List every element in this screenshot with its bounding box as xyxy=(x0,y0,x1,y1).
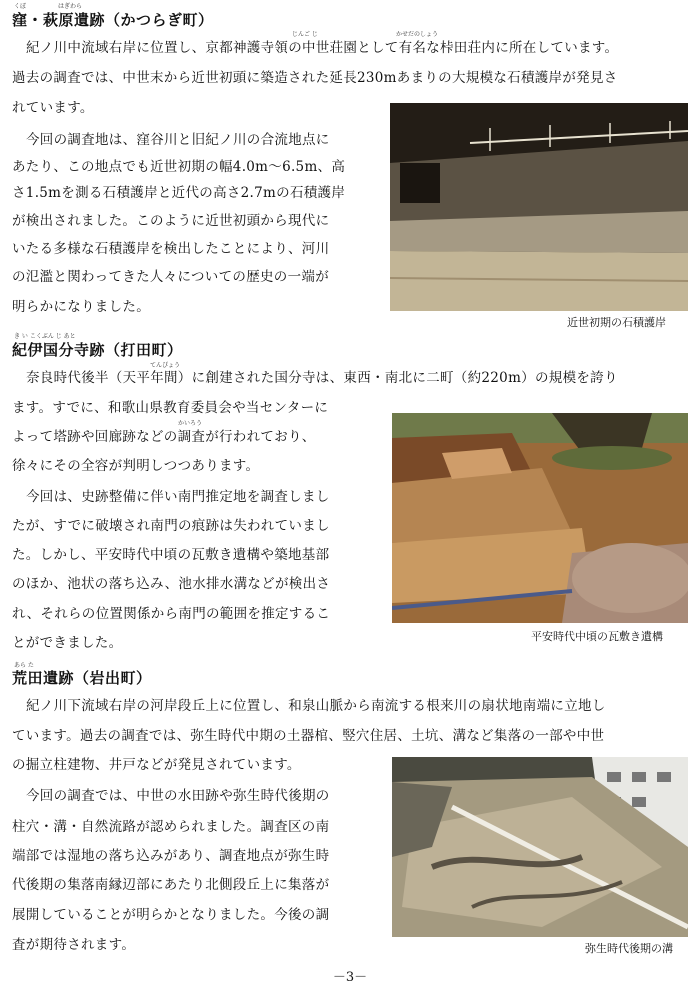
ruby-hagiwara: はぎわら xyxy=(58,3,83,10)
body-line: た。しかし、平安時代中頃の瓦敷き遺構や築地基部 xyxy=(12,547,330,563)
photo-stone-revetment xyxy=(390,103,688,311)
body-line: 代後期の集落南縁辺部にあたり北側段丘上に集落が xyxy=(12,877,330,893)
body-line: いたる多様な石積護岸を検出したことにより、河川 xyxy=(12,241,330,257)
body-line: の氾濫と関わってきた人々についての歴史の一端が xyxy=(12,269,329,285)
body-line: 今回の調査地は、窪谷川と旧紀ノ川の合流地点に xyxy=(26,132,330,148)
body-line: 今回は、史跡整備に伴い南門推定地を調査しまし xyxy=(26,489,330,505)
body-line: さ1.5mを測る石積護岸と近代の高さ2.7mの石積護岸 xyxy=(12,185,346,201)
body-line: れています。 xyxy=(12,100,94,116)
section-heading-arata: 荒田遺跡（岩出町） xyxy=(12,669,152,687)
ruby-arata: あら た xyxy=(14,662,34,669)
body-line: とができました。 xyxy=(12,635,123,651)
body-line: 端部では湿地の落ち込みがあり、調査地点が弥生時 xyxy=(12,848,330,864)
body-line: 紀ノ川下流域右岸の河岸段丘上に位置し、和泉山脈から南流する根来川の扇状地南端に立地し xyxy=(26,698,606,714)
photo-tile-paving xyxy=(392,413,688,623)
body-line: 柱穴・溝・自然流路が認められました。調査区の南 xyxy=(12,819,330,835)
ruby-kairo: かいろう xyxy=(178,420,203,427)
ruby-kaseda: かせだのしょう xyxy=(396,31,439,38)
ruby-kii-kokubunji: き い こくぶん じ あと xyxy=(14,333,76,340)
photo-caption: 近世初期の石積護岸 xyxy=(567,316,666,329)
ruby-jingoji: じんご じ xyxy=(292,31,318,38)
stone-revetment-illustration xyxy=(390,103,688,311)
section-heading-kubo-hagiwara: 窪・萩原遺跡（かつらぎ町） xyxy=(12,11,214,29)
photo-yayoi-ditch xyxy=(392,757,688,937)
ruby-tenpyo: てんぴょう xyxy=(150,362,181,369)
yayoi-ditch-illustration xyxy=(392,757,688,937)
body-line: が検出されました。このように近世初頭から現代に xyxy=(12,213,330,229)
body-line: の掘立柱建物、井戸などが発見されています。 xyxy=(12,757,301,773)
body-line: 徐々にその全容が判明しつつあります。 xyxy=(12,458,260,474)
body-line: のほか、池状の落ち込み、池水排水溝などが検出さ xyxy=(12,576,331,592)
body-line: あたり、この地点でも近世初期の幅4.0m～6.5m、高 xyxy=(12,159,346,175)
body-line: ます。すでに、和歌山県教育委員会や当センターに xyxy=(12,400,329,416)
body-line: 明らかになりました。 xyxy=(12,299,150,315)
page-number: －3－ xyxy=(332,970,368,985)
body-line: 紀ノ川中流域右岸に位置し、京都神護寺領の中世荘園として有名な桛田荘内に所在しています。 xyxy=(26,40,619,56)
body-line: ています。過去の調査では、弥生時代中期の土器棺、竪穴住居、土坑、溝など集落の一部や中世 xyxy=(12,728,605,744)
body-line: 過去の調査では、中世末から近世初頭に築造された延長230mあまりの大規模な石積護岸が発見さ xyxy=(12,70,618,86)
body-line: よって塔跡や回廊跡などの調査が行われており、 xyxy=(12,429,316,445)
tile-paving-illustration xyxy=(392,413,688,623)
body-line: 奈良時代後半（天平年間）に創建された国分寺は、東西・南北に二町（約220m）の規模を誇り xyxy=(26,370,618,386)
ruby-kubo: くぼ xyxy=(14,3,27,10)
body-line: 今回の調査では、中世の水田跡や弥生時代後期の xyxy=(26,788,330,804)
body-line: 展開していることが明らかとなりました。今後の調 xyxy=(12,907,330,923)
body-line: たが、すでに破壊され南門の痕跡は失われていまし xyxy=(12,518,330,534)
body-line: れ、それらの位置関係から南門の範囲を推定するこ xyxy=(12,606,331,622)
photo-caption: 平安時代中頃の瓦敷き遺構 xyxy=(531,630,663,643)
section-heading-kii-kokubunji: 紀伊国分寺跡（打田町） xyxy=(12,341,183,359)
body-line: 査が期待されます。 xyxy=(12,937,136,953)
photo-caption: 弥生時代後期の溝 xyxy=(585,942,673,955)
